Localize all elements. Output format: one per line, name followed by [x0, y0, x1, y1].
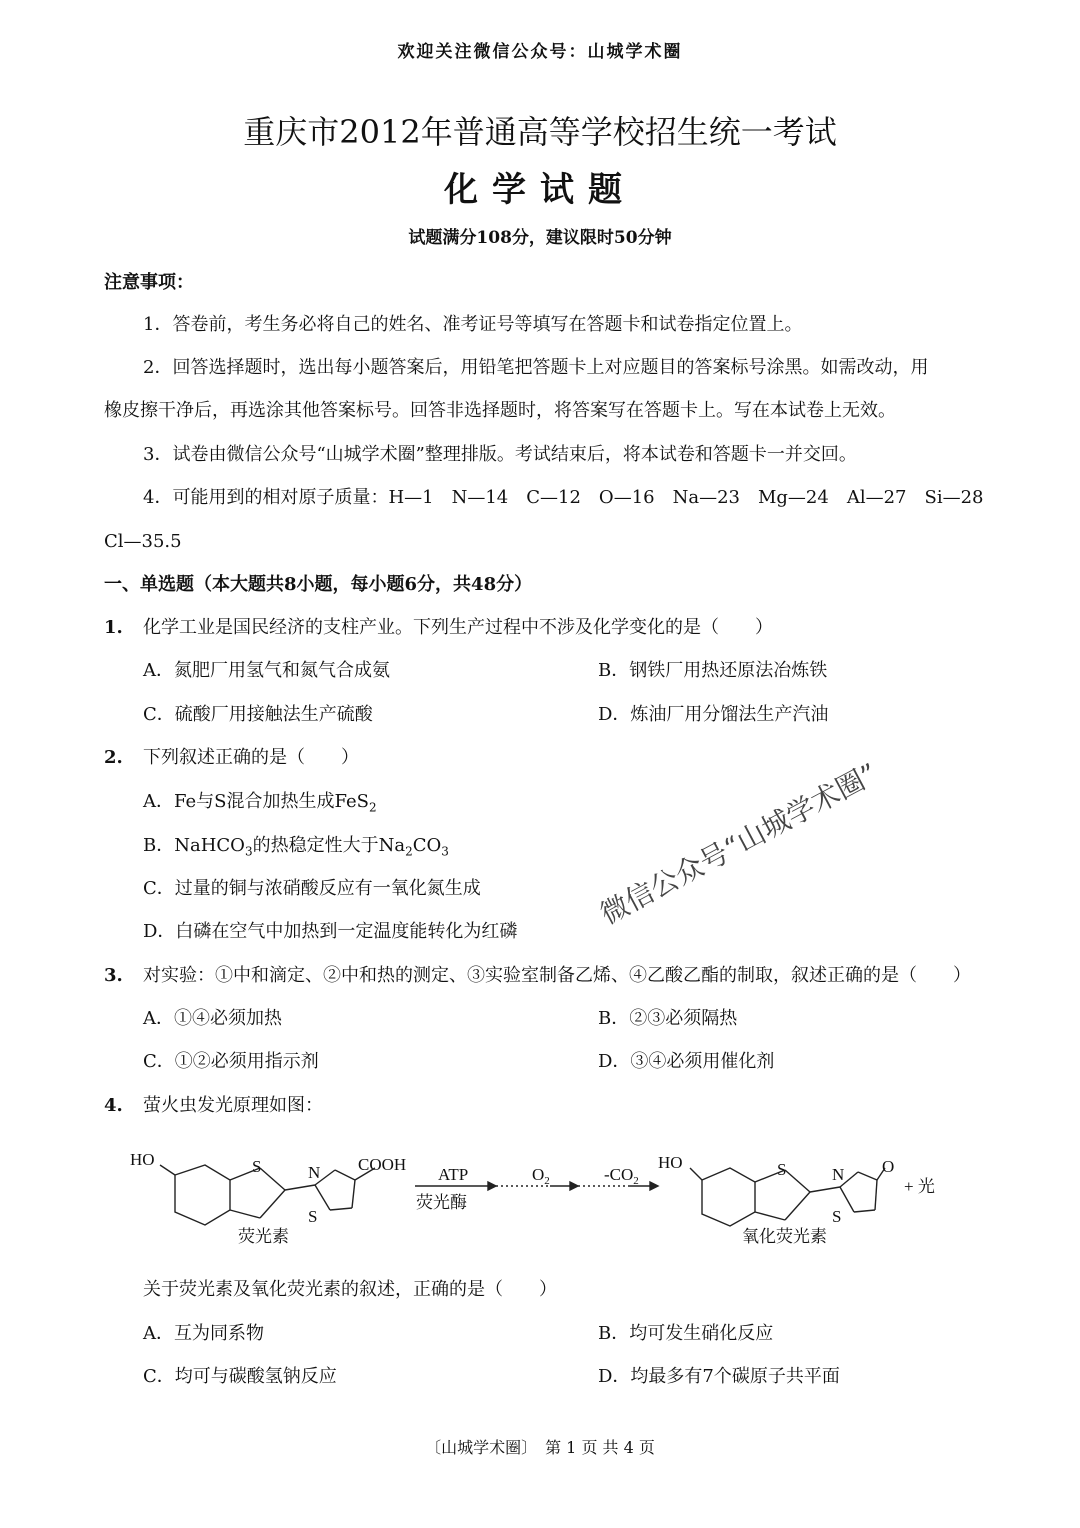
s-label: S — [252, 1157, 262, 1176]
q2-option-a: A．Fe与S混合加热生成FeS$_2$ — [143, 791, 377, 815]
q1-option-a: A．氮肥厂用氢气和氮气合成氨 — [143, 660, 390, 681]
o2-label: $O_2$ — [532, 1165, 550, 1187]
enzyme-label: 荧光酶 — [416, 1193, 467, 1212]
notice-4-cont: Cl—35.5 — [104, 531, 182, 552]
q4-option-b: B．均可发生硝化反应 — [598, 1323, 774, 1344]
q1-number: 1. — [104, 617, 123, 638]
cooh-label: COOH — [358, 1155, 407, 1174]
oxyluciferin-name: 氧化荧光素 — [742, 1227, 827, 1246]
luciferin-reaction-diagram — [120, 1140, 950, 1260]
q4-stem-2: 关于荧光素及氧化荧光素的叙述，正确的是（ ） — [143, 1279, 557, 1300]
ho-label: HO — [658, 1153, 683, 1172]
q2-stem: 下列叙述正确的是（ ） — [143, 747, 359, 768]
co2-label: $-CO_2$ — [604, 1165, 639, 1187]
q3-number: 3. — [104, 965, 123, 986]
q1-option-d: D．炼油厂用分馏法生产汽油 — [598, 704, 829, 725]
q2-option-c: C．过量的铜与浓硝酸反应有一氧化氮生成 — [143, 878, 481, 899]
notice-2: 2．回答选择题时，选出每小题答案后，用铅笔把答题卡上对应题目的答案标号涂黑。如需改动，用 — [143, 357, 929, 378]
n-label: N — [832, 1165, 845, 1184]
notice-3: 3．试卷由微信公众号“山城学术圈”整理排版。考试结束后，将本试卷和答题卡一并交回。 — [143, 444, 857, 465]
subject-title: 化学试题 — [444, 170, 636, 210]
exam-title: 重庆市2012年普通高等学校招生统一考试 — [243, 113, 837, 151]
atp-label: ATP — [438, 1165, 469, 1184]
q2-number: 2. — [104, 747, 123, 768]
q3-option-a: A．①④必须加热 — [143, 1008, 282, 1029]
page-header: 欢迎关注微信公众号：山城学术圈 — [397, 42, 683, 62]
n-label: N — [308, 1163, 321, 1182]
page-footer: 〔山城学术圈〕 第 1 页 共 4 页 — [425, 1438, 655, 1457]
section-heading: 一、单选题（本大题共8小题，每小题6分，共48分） — [104, 574, 533, 595]
q4-option-c: C．均可与碳酸氢钠反应 — [143, 1366, 337, 1387]
q4-option-d: D．均最多有7个碳原子共平面 — [598, 1366, 840, 1387]
q1-option-b: B．钢铁厂用热还原法冶炼铁 — [598, 660, 828, 681]
plus-light-label: + 光 — [904, 1177, 935, 1196]
score-note: 试题满分108分，建议限时50分钟 — [408, 228, 672, 248]
q3-stem: 对实验：①中和滴定、②中和热的测定、③实验室制备乙烯、④乙酸乙酯的制取，叙述正确的是（ ） — [143, 965, 971, 986]
q4-option-a: A．互为同系物 — [143, 1323, 264, 1344]
notice-2-cont: 橡皮擦干净后，再选涂其他答案标号。回答非选择题时，将答案写在答题卡上。写在本试卷上无效。 — [104, 400, 896, 421]
notice-4: 4．可能用到的相对原子质量：H—1 N—14 C—12 O—16 Na—23 Mg—24 Al—27 Si—28 — [143, 487, 984, 508]
notice-heading: 注意事项： — [104, 272, 194, 293]
oxyluciferin-structure — [690, 1168, 885, 1226]
ho-label: HO — [130, 1150, 155, 1169]
q4-stem: 萤火虫发光原理如图： — [143, 1095, 323, 1116]
watermark: 微信公众号“山城学术圈” — [594, 756, 883, 931]
q1-stem: 化学工业是国民经济的支柱产业。下列生产过程中不涉及化学变化的是（ ） — [143, 617, 773, 638]
s-label: S — [777, 1160, 787, 1179]
q3-option-c: C．①②必须用指示剂 — [143, 1051, 319, 1072]
luciferin-name: 荧光素 — [238, 1227, 289, 1246]
q3-option-d: D．③④必须用催化剂 — [598, 1051, 775, 1072]
s-label: S — [832, 1207, 842, 1226]
s-label: S — [308, 1207, 318, 1226]
q2-option-d: D．白磷在空气中加热到一定温度能转化为红磷 — [143, 921, 518, 942]
q1-option-c: C．硫酸厂用接触法生产硫酸 — [143, 704, 373, 725]
q4-number: 4. — [104, 1095, 123, 1116]
o-label: O — [882, 1157, 895, 1176]
notice-1: 1．答卷前，考生务必将自己的姓名、准考证号等填写在答题卡和试卷指定位置上。 — [143, 314, 803, 335]
q3-option-b: B．②③必须隔热 — [598, 1008, 738, 1029]
q2-option-b: B．NaHCO$_3$的热稳定性大于$Na_2CO_3$ — [143, 835, 449, 859]
luciferin-structure — [160, 1165, 375, 1225]
